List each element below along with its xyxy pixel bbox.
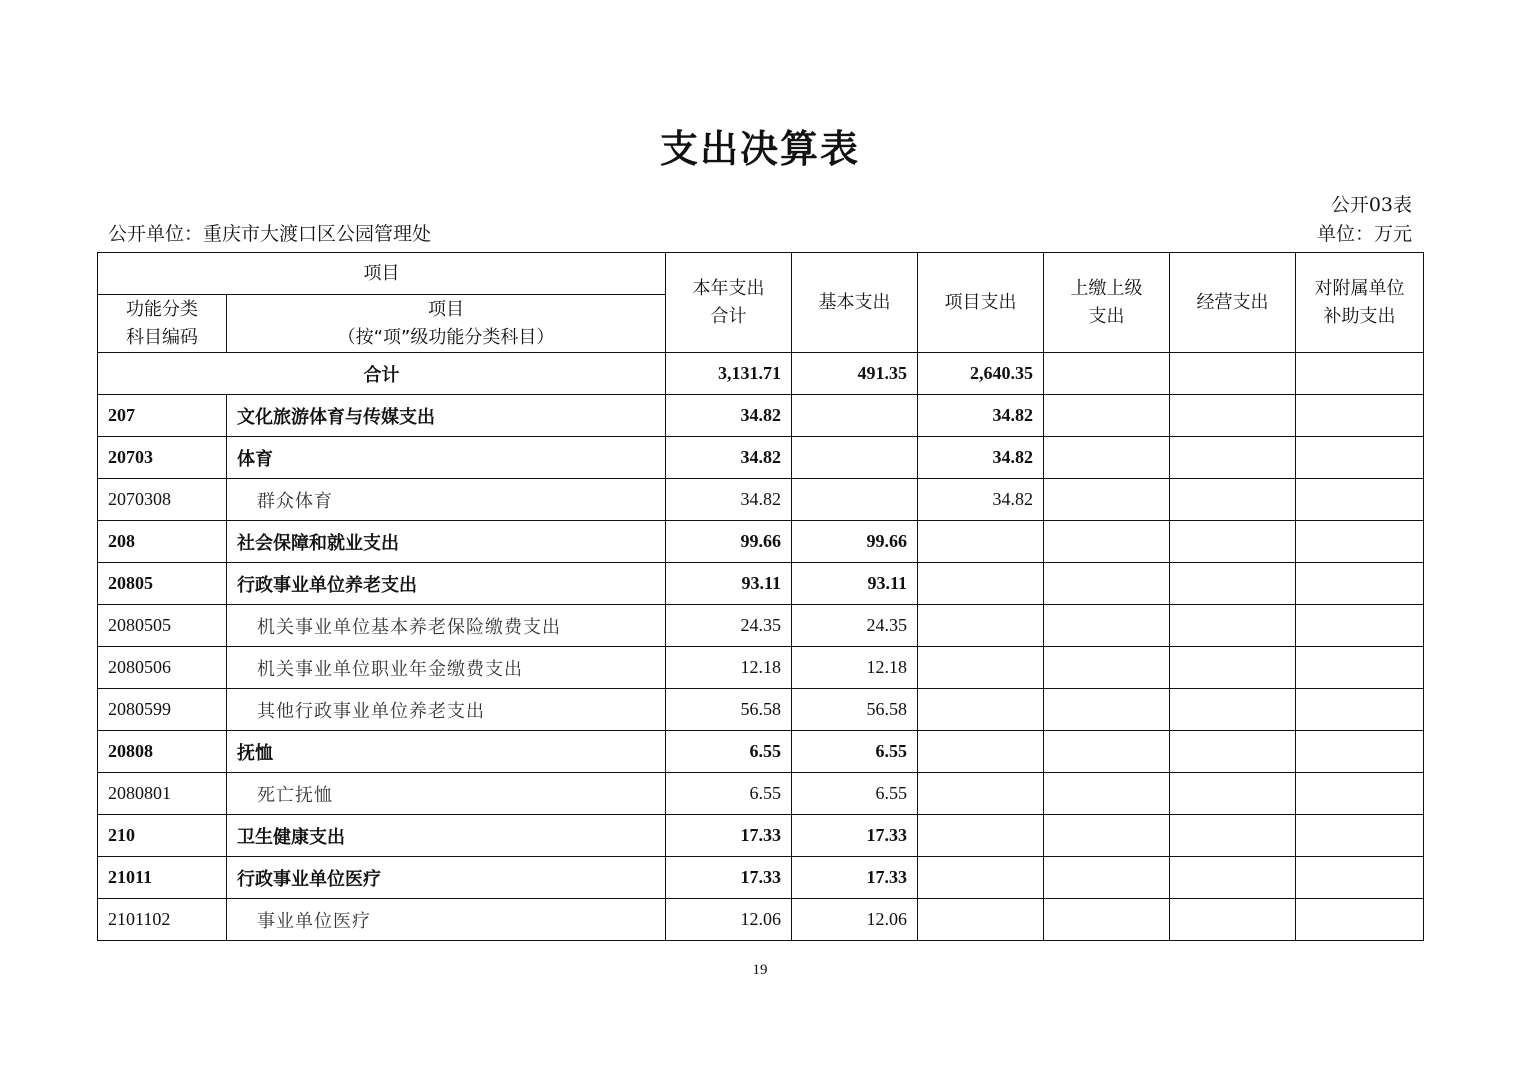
table-row <box>98 437 1424 479</box>
row-basic: 17.33 <box>792 815 918 857</box>
row-project <box>918 689 1044 731</box>
row-subsidy <box>1296 857 1424 899</box>
row-operating <box>1170 521 1296 563</box>
row-operating <box>1170 773 1296 815</box>
row-project: 34.82 <box>918 395 1044 437</box>
row-project <box>918 605 1044 647</box>
row-total: 99.66 <box>666 521 792 563</box>
table-body <box>98 353 1424 941</box>
row-operating <box>1170 647 1296 689</box>
unit-label: 单位：万元 <box>1316 223 1412 245</box>
row-operating <box>1170 689 1296 731</box>
row-subsidy <box>1296 815 1424 857</box>
row-code: 21011 <box>98 857 227 899</box>
row-upper <box>1044 563 1170 605</box>
table-number: 公开03表 <box>1330 194 1412 216</box>
total-project: 2,640.35 <box>918 353 1044 395</box>
expenditure-table <box>97 252 1424 941</box>
table-row <box>98 605 1424 647</box>
row-basic <box>792 479 918 521</box>
row-total: 6.55 <box>666 731 792 773</box>
table-row <box>98 773 1424 815</box>
total-upper <box>1044 353 1170 395</box>
row-subsidy <box>1296 479 1424 521</box>
row-operating <box>1170 395 1296 437</box>
row-operating <box>1170 605 1296 647</box>
row-project <box>918 647 1044 689</box>
table-row <box>98 479 1424 521</box>
header-total-line1: 本年支出 <box>692 277 765 299</box>
row-name: 死亡抚恤 <box>227 773 666 815</box>
row-basic <box>792 395 918 437</box>
row-subsidy <box>1296 689 1424 731</box>
row-name: 群众体育 <box>227 479 666 521</box>
row-code: 208 <box>98 521 227 563</box>
row-basic: 24.35 <box>792 605 918 647</box>
row-upper <box>1044 605 1170 647</box>
row-total: 17.33 <box>666 815 792 857</box>
row-code: 20805 <box>98 563 227 605</box>
header-code <box>98 295 227 353</box>
row-total: 24.35 <box>666 605 792 647</box>
row-total: 34.82 <box>666 395 792 437</box>
row-basic: 12.18 <box>792 647 918 689</box>
table-row <box>98 899 1424 941</box>
row-operating <box>1170 479 1296 521</box>
table-row <box>98 563 1424 605</box>
table-row <box>98 857 1424 899</box>
row-name: 文化旅游体育与传媒支出 <box>227 395 666 437</box>
row-total: 34.82 <box>666 437 792 479</box>
row-subsidy <box>1296 647 1424 689</box>
row-name: 卫生健康支出 <box>227 815 666 857</box>
table-row <box>98 521 1424 563</box>
total-basic: 491.35 <box>792 353 918 395</box>
row-code: 2101102 <box>98 899 227 941</box>
table-row <box>98 647 1424 689</box>
row-upper <box>1044 773 1170 815</box>
row-project <box>918 857 1044 899</box>
row-name: 行政事业单位养老支出 <box>227 563 666 605</box>
row-total: 17.33 <box>666 857 792 899</box>
row-total: 56.58 <box>666 689 792 731</box>
header-basic: 基本支出 <box>792 253 918 353</box>
total-subsidy <box>1296 353 1424 395</box>
row-operating <box>1170 437 1296 479</box>
row-subsidy <box>1296 605 1424 647</box>
row-upper <box>1044 731 1170 773</box>
row-basic <box>792 437 918 479</box>
header-name-line1: 项目 <box>428 298 464 320</box>
row-upper <box>1044 689 1170 731</box>
row-project: 34.82 <box>918 437 1044 479</box>
header-operating: 经营支出 <box>1170 253 1296 353</box>
row-total: 93.11 <box>666 563 792 605</box>
row-code: 2070308 <box>98 479 227 521</box>
header-project-group: 项目 <box>98 253 666 295</box>
row-name: 体育 <box>227 437 666 479</box>
row-project: 34.82 <box>918 479 1044 521</box>
row-upper <box>1044 899 1170 941</box>
organization-label: 公开单位：重庆市大渡口区公园管理处 <box>108 223 432 245</box>
row-upper <box>1044 521 1170 563</box>
row-code: 207 <box>98 395 227 437</box>
header-project-expenditure: 项目支出 <box>918 253 1044 353</box>
header-name <box>227 295 666 353</box>
header-subsidy-line1: 对附属单位 <box>1314 277 1405 299</box>
row-code: 2080801 <box>98 773 227 815</box>
row-project <box>918 773 1044 815</box>
header-upper-line1: 上缴上级 <box>1070 277 1143 299</box>
row-total: 12.18 <box>666 647 792 689</box>
row-operating <box>1170 731 1296 773</box>
row-total: 12.06 <box>666 899 792 941</box>
row-basic: 6.55 <box>792 773 918 815</box>
table-row <box>98 731 1424 773</box>
total-row <box>98 353 1424 395</box>
row-upper <box>1044 395 1170 437</box>
row-operating <box>1170 563 1296 605</box>
row-project <box>918 815 1044 857</box>
row-basic: 99.66 <box>792 521 918 563</box>
header-subsidy-line2: 补助支出 <box>1323 305 1396 327</box>
row-project <box>918 563 1044 605</box>
total-amount: 3,131.71 <box>666 353 792 395</box>
row-operating <box>1170 899 1296 941</box>
row-basic: 12.06 <box>792 899 918 941</box>
header-subsidy <box>1296 253 1424 353</box>
row-basic: 56.58 <box>792 689 918 731</box>
row-basic: 17.33 <box>792 857 918 899</box>
row-code: 20703 <box>98 437 227 479</box>
row-total: 34.82 <box>666 479 792 521</box>
total-label: 合计 <box>98 353 666 395</box>
row-subsidy <box>1296 899 1424 941</box>
row-code: 2080505 <box>98 605 227 647</box>
row-subsidy <box>1296 437 1424 479</box>
header-upper-line2: 支出 <box>1088 305 1125 327</box>
row-name: 社会保障和就业支出 <box>227 521 666 563</box>
row-total: 6.55 <box>666 773 792 815</box>
header-code-line1: 功能分类 <box>126 298 198 320</box>
row-name: 事业单位医疗 <box>227 899 666 941</box>
row-operating <box>1170 857 1296 899</box>
table-row <box>98 689 1424 731</box>
row-project <box>918 731 1044 773</box>
row-subsidy <box>1296 773 1424 815</box>
header-code-line2: 科目编码 <box>126 326 198 348</box>
row-name: 其他行政事业单位养老支出 <box>227 689 666 731</box>
row-upper <box>1044 815 1170 857</box>
row-name: 行政事业单位医疗 <box>227 857 666 899</box>
row-upper <box>1044 857 1170 899</box>
row-code: 2080599 <box>98 689 227 731</box>
row-basic: 93.11 <box>792 563 918 605</box>
page-title: 支出决算表 <box>659 127 860 171</box>
row-basic: 6.55 <box>792 731 918 773</box>
header-total-line2: 合计 <box>710 305 747 327</box>
row-subsidy <box>1296 731 1424 773</box>
row-subsidy <box>1296 395 1424 437</box>
row-upper <box>1044 437 1170 479</box>
row-project <box>918 521 1044 563</box>
header-upper <box>1044 253 1170 353</box>
row-operating <box>1170 815 1296 857</box>
row-code: 210 <box>98 815 227 857</box>
row-project <box>918 899 1044 941</box>
row-name: 机关事业单位职业年金缴费支出 <box>227 647 666 689</box>
row-subsidy <box>1296 521 1424 563</box>
row-upper <box>1044 479 1170 521</box>
row-name: 机关事业单位基本养老保险缴费支出 <box>227 605 666 647</box>
row-code: 2080506 <box>98 647 227 689</box>
table-row <box>98 815 1424 857</box>
row-upper <box>1044 647 1170 689</box>
table-row <box>98 395 1424 437</box>
header-total <box>666 253 792 353</box>
row-name: 抚恤 <box>227 731 666 773</box>
row-code: 20808 <box>98 731 227 773</box>
total-operating <box>1170 353 1296 395</box>
header-name-line2: （按“项”级功能分类科目） <box>337 326 555 348</box>
row-subsidy <box>1296 563 1424 605</box>
table-header <box>98 253 1424 353</box>
page-number: 19 <box>752 962 768 978</box>
